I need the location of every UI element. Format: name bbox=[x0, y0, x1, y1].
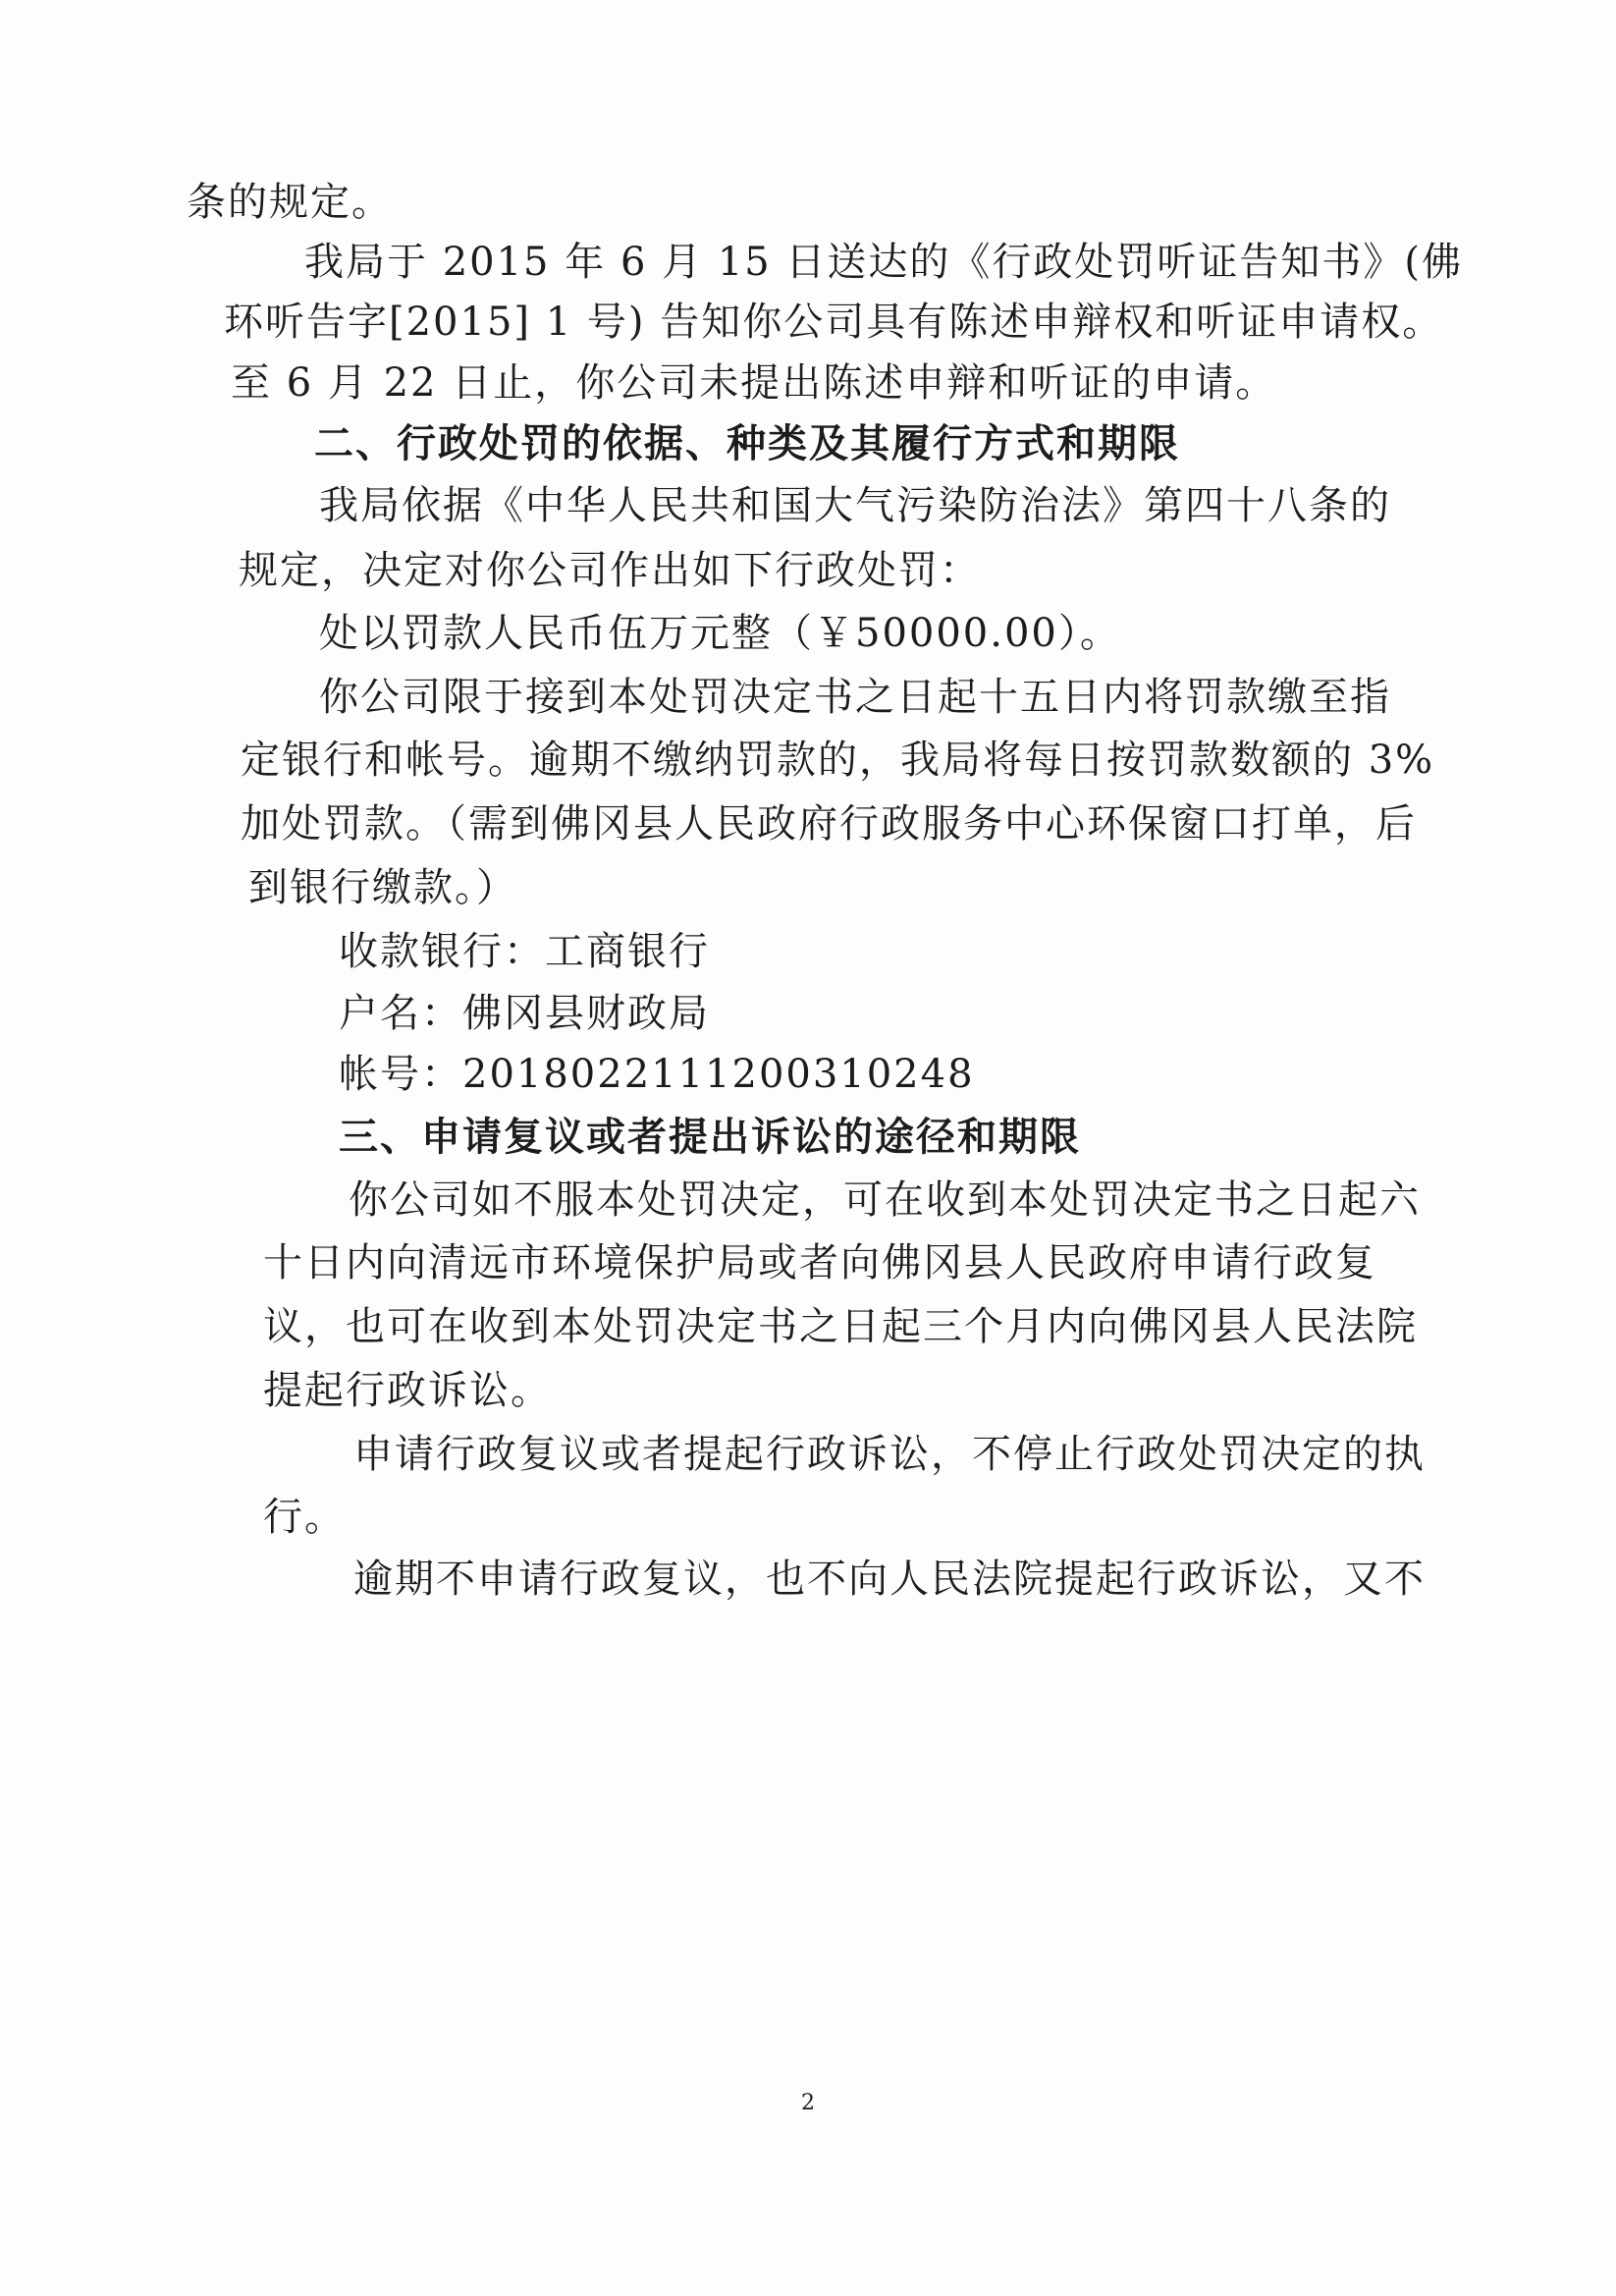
text-line: 申请行政复议或者提起行政诉讼，不停止行政处罚决定的执 bbox=[353, 1432, 1426, 1477]
text-line: 逾期不申请行政复议，也不向人民法院提起行政诉讼，又不 bbox=[353, 1557, 1426, 1602]
section-heading: 三、申请复议或者提出诉讼的途径和期限 bbox=[339, 1114, 1081, 1160]
text-line: 议，也可在收到本处罚决定书之日起三个月内向佛冈县人民法院 bbox=[263, 1304, 1418, 1349]
text-line: 至 6 月 22 日止，你公司未提出陈述申辩和听证的申请。 bbox=[231, 360, 1277, 406]
text-line: 你公司限于接到本处罚决定书之日起十五日内将罚款缴至指 bbox=[319, 675, 1391, 720]
text-line: 定银行和帐号。逾期不缴纳罚款的，我局将每日按罚款数额的 3% bbox=[241, 738, 1435, 783]
text-line: 规定，决定对你公司作出如下行政处罚： bbox=[239, 548, 981, 593]
bank-name-line: 收款银行：工商银行 bbox=[339, 929, 710, 974]
account-holder-line: 户名：佛冈县财政局 bbox=[339, 991, 710, 1036]
text-line: 条的规定。 bbox=[187, 180, 393, 225]
text-line: 加处罚款。（需到佛冈县人民政府行政服务中心环保窗口打单，后 bbox=[241, 801, 1417, 847]
text-line: 你公司如不服本处罚决定，可在收到本处罚决定书之日起六 bbox=[349, 1177, 1421, 1223]
text-line: 提起行政诉讼。 bbox=[263, 1368, 552, 1413]
text-line: 行。 bbox=[263, 1495, 346, 1540]
text-line: 我局依据《中华人民共和国大气污染防治法》第四十八条的 bbox=[319, 483, 1391, 528]
text-line: 十日内向清远市环境保护局或者向佛冈县人民政府申请行政复 bbox=[263, 1240, 1376, 1285]
text-line: 到银行缴款。） bbox=[248, 865, 517, 910]
section-heading: 二、行政处罚的依据、种类及其履行方式和期限 bbox=[314, 420, 1180, 466]
text-line: 环听告字[2015] 1 号) 告知你公司具有陈述申辩权和听证申请权。 bbox=[224, 300, 1444, 345]
text-line: 我局于 2015 年 6 月 15 日送达的《行政处罚听证告知书》(佛 bbox=[304, 240, 1464, 285]
account-number-line: 帐号：2018022111200310248 bbox=[339, 1052, 975, 1097]
penalty-amount-line: 处以罚款人民币伍万元整（￥50000.00）。 bbox=[319, 611, 1121, 656]
page-number: 2 bbox=[801, 2091, 815, 2115]
